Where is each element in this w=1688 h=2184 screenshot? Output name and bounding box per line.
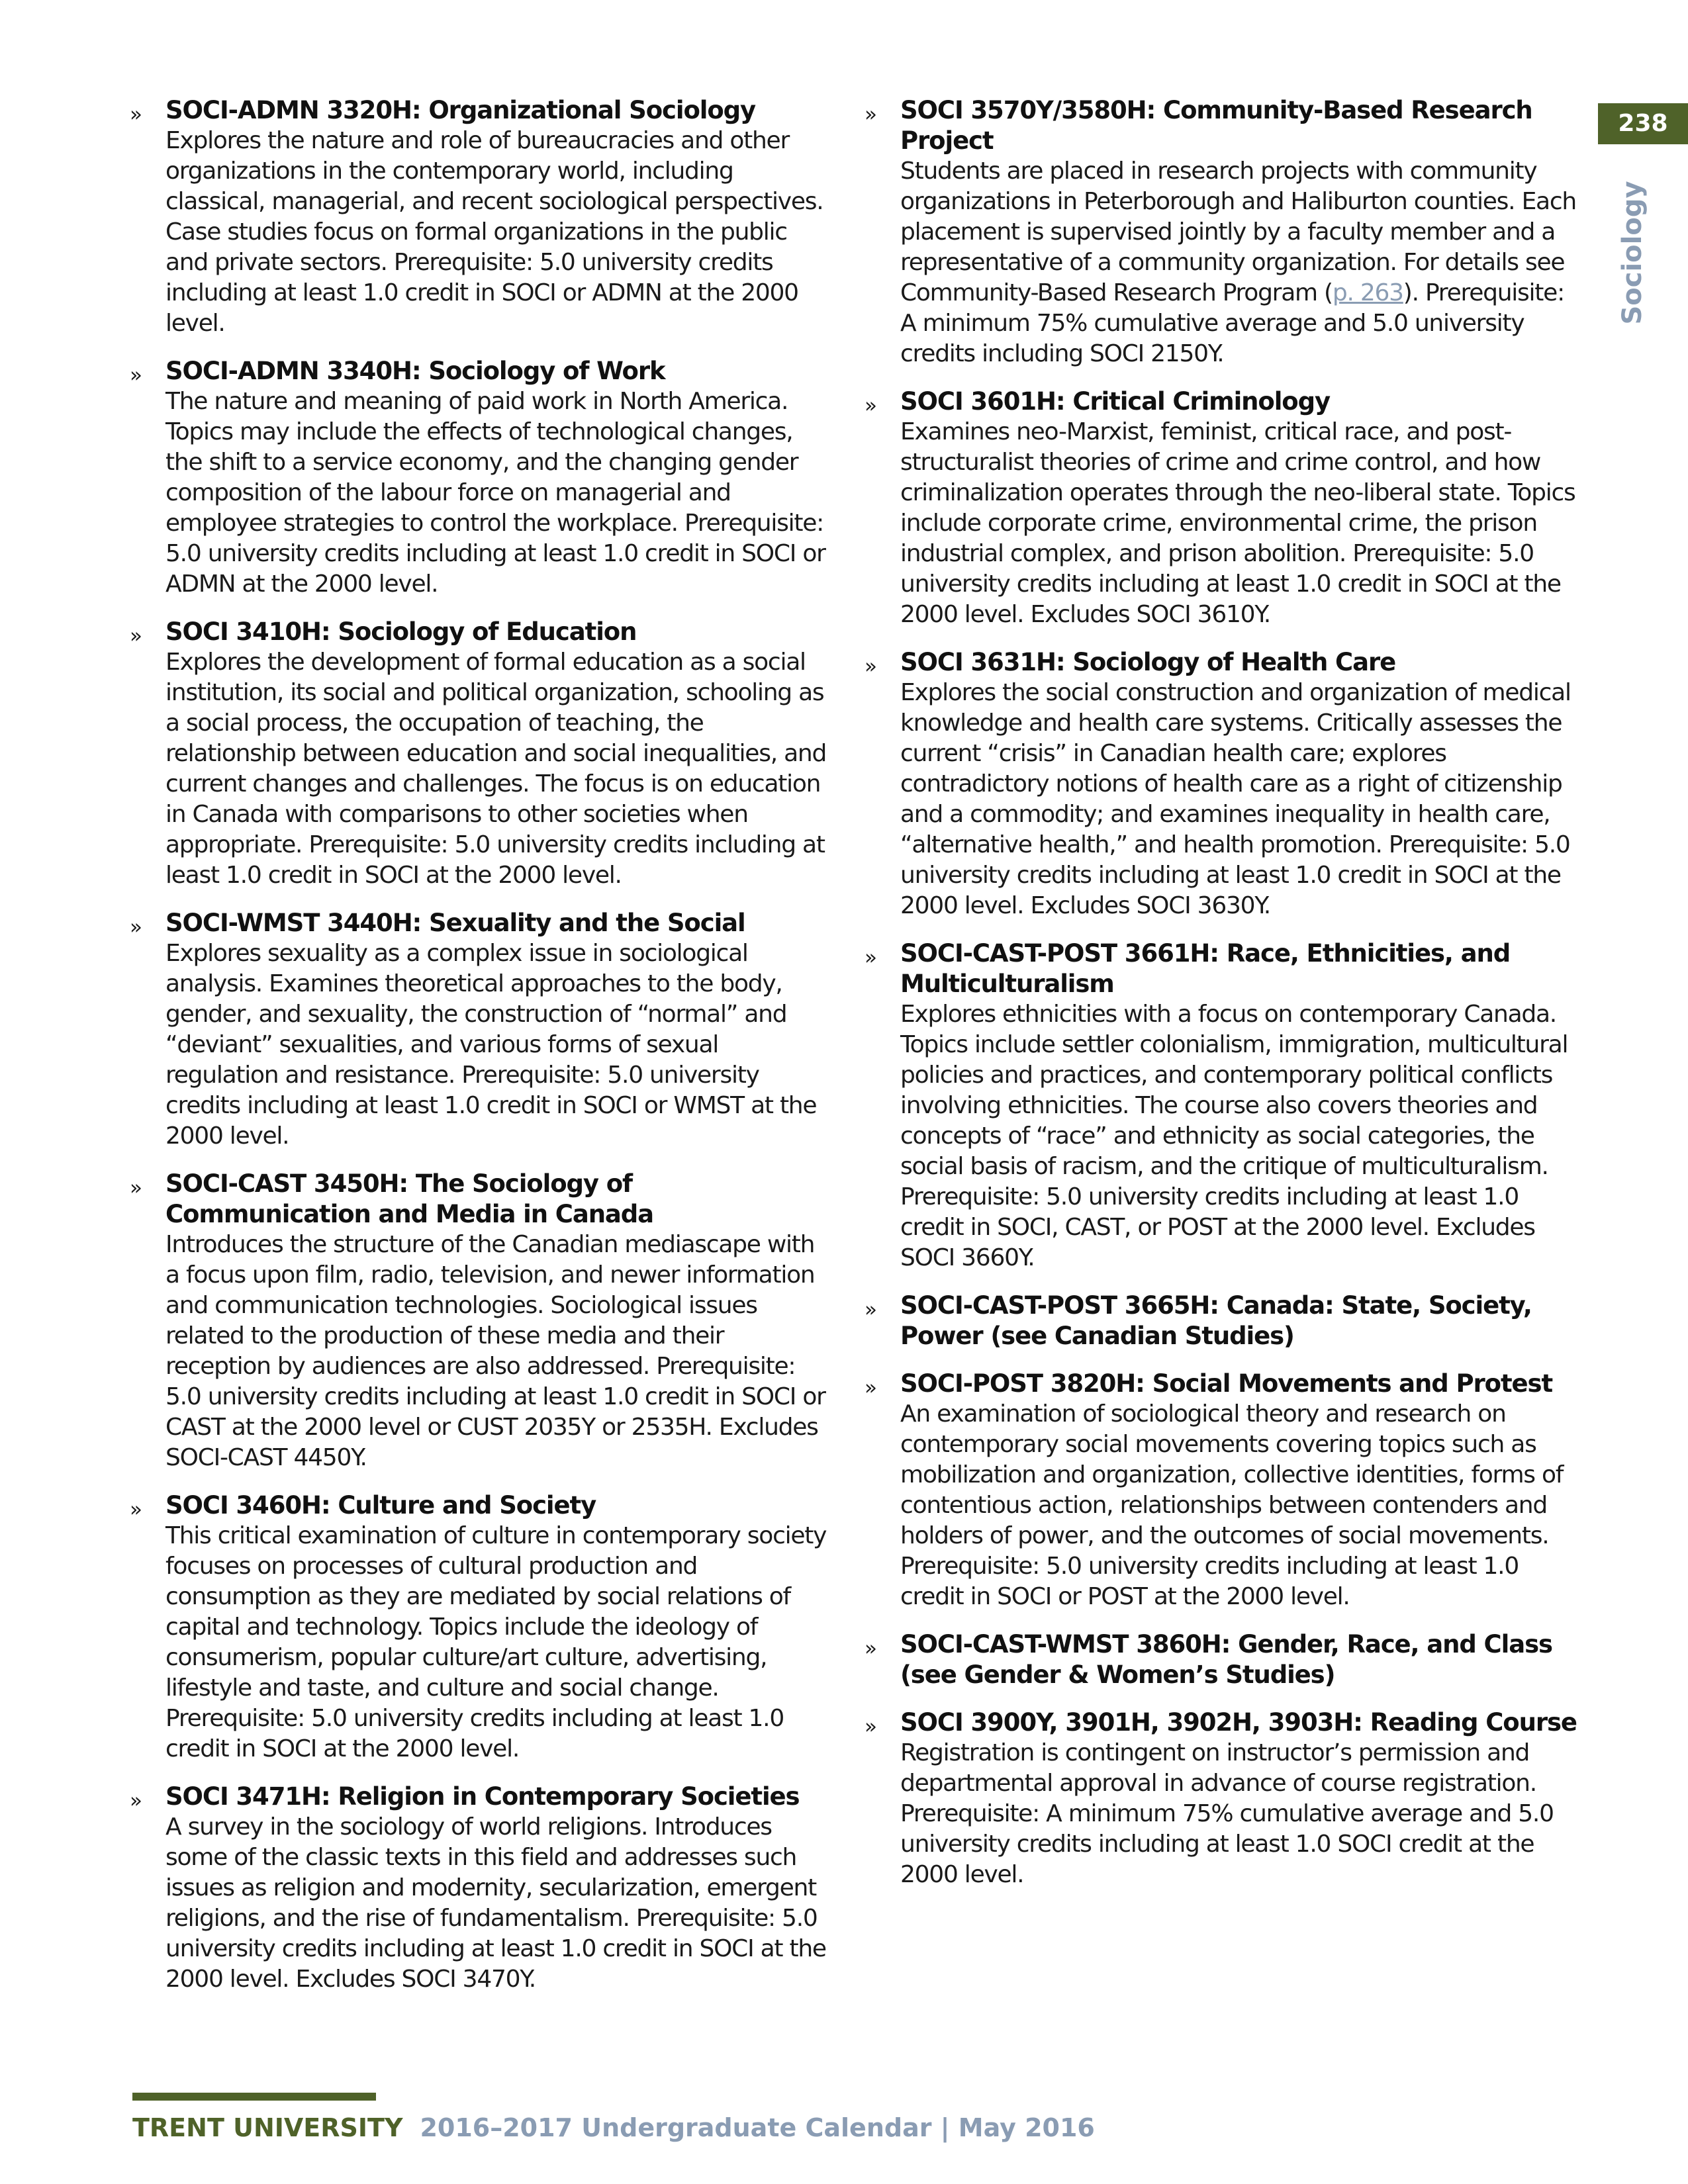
course-title: SOCI 3601H: Critical Criminology	[900, 387, 1331, 416]
bullet-icon: »	[865, 1298, 877, 1322]
course-title: SOCI 3631H: Sociology of Health Care	[900, 648, 1396, 676]
course-description: Registration is contingent on instructor’s permission and departmental approval in advance of course registration. Prerequisite: A minimum 75% cumulative average and 5.0 university credits including at least 1.0 SOCI credit at the 2000 level.	[900, 1739, 1554, 1888]
right-column	[865, 95, 1579, 1907]
course-entry-soci-wmst-3440h	[130, 908, 831, 1152]
course-description: An examination of sociological theory and research on contemporary social movements covering topics such as mobilization and organization, collective identities, forms of contentious action, relationships between contenders and holders of power, and the outcomes of social movements. Prerequisite: 5.0 university credits including at least 1.0 credit in SOCI or POST at the 2000 level.	[900, 1400, 1564, 1610]
course-entry-soci-cast-wmst-3860h	[865, 1629, 1579, 1690]
footer	[132, 2113, 1095, 2143]
description-text-after-link: ). Prerequisite: A minimum 75% cumulative average and 5.0 university credits including SOCI 2150Y.	[900, 279, 1564, 367]
course-title: SOCI-WMST 3440H: Sexuality and the Social	[165, 909, 745, 937]
course-title: SOCI-POST 3820H: Social Movements and Protest	[900, 1369, 1553, 1398]
course-entry-soci-3471h	[130, 1782, 831, 1995]
course-entry-soci-3570y	[865, 95, 1579, 369]
page-reference-link[interactable]: p. 263	[1332, 279, 1403, 306]
course-description: Introduces the structure of the Canadian mediascape with a focus upon film, radio, television, and newer information and communication technologies. Sociological issues related to the production of these media and their reception by audiences are also addressed. Prerequisite: 5.0 university credits including at least 1.0 credit in SOCI or CAST at the 2000 level or CUST 2035Y or 2535H. Excludes SOCI-CAST 4450Y.	[165, 1231, 825, 1471]
bullet-icon: »	[130, 103, 142, 126]
bullet-icon: »	[865, 103, 877, 126]
course-entry-soci-post-3820h	[865, 1369, 1579, 1612]
course-entry-soci-3900y	[865, 1707, 1579, 1890]
footer-university-name: TRENT UNIVERSITY	[132, 2113, 403, 2142]
footer-rule	[132, 2093, 376, 2101]
course-entry-soci-3460h	[130, 1490, 831, 1764]
bullet-icon: »	[865, 1715, 877, 1739]
course-description: The nature and meaning of paid work in North America. Topics may include the effects of technological changes, the shift to a service economy, and the changing gender composition of the labour force on managerial and employee strategies to control the workplace. Prerequisite: 5.0 university credits including at least 1.0 credit in SOCI or ADMN at the 2000 level.	[165, 388, 825, 598]
course-title: SOCI-CAST-POST 3665H: Canada: State, Society, Power (see Canadian Studies)	[900, 1291, 1532, 1350]
bullet-icon: »	[865, 1637, 877, 1661]
bullet-icon: »	[130, 1789, 142, 1813]
course-title: SOCI 3900Y, 3901H, 3902H, 3903H: Reading Course	[900, 1708, 1577, 1737]
page-number: 238	[1598, 103, 1688, 144]
course-description: Explores sexuality as a complex issue in sociological analysis. Examines theoretical approaches to the body, gender, and sexuality, the construction of “normal” and “deviant” sexualities, and various forms of sexual regulation and resistance. Prerequisite: 5.0 university credits including at least 1.0 credit in SOCI or WMST at the 2000 level.	[165, 940, 817, 1150]
left-column	[130, 95, 831, 2012]
bullet-icon: »	[865, 946, 877, 970]
course-description: Examines neo-Marxist, feminist, critical race, and post-structuralist theories of crime and crime control, and how criminalization operates through the neo-liberal state. Topics include corporate crime, environmental crime, the prison industrial complex, and prison abolition. Prerequisite: 5.0 university credits including at least 1.0 credit in SOCI at the 2000 level. Excludes SOCI 3610Y.	[900, 418, 1575, 628]
course-description: Explores the development of formal education as a social institution, its social and political organization, schooling as a social process, the occupation of teaching, the relationship between education and social inequalities, and current changes and challenges. The focus is on education in Canada with comparisons to other societies when appropriate. Prerequisite: 5.0 university credits including at least 1.0 credit in SOCI at the 2000 level.	[165, 649, 827, 889]
footer-calendar-title: 2016–2017 Undergraduate Calendar | May 2016	[420, 2113, 1095, 2142]
course-description: Explores ethnicities with a focus on contemporary Canada. Topics include settler colonialism, immigration, multicultural policies and practices, and contemporary political conflicts involving ethnicities. The course also covers theories and concepts of “race” and ethnicity as social categories, the social basis of racism, and the critique of multiculturalism. Prerequisite: 5.0 university credits including at least 1.0 credit in SOCI, CAST, or POST at the 2000 level. Excludes SOCI 3660Y.	[900, 1001, 1568, 1271]
bullet-icon: »	[130, 1498, 142, 1522]
course-description: This critical examination of culture in contemporary society focuses on processes of cultural production and consumption as they are mediated by social relations of capital and technology. Topics include the ideology of consumerism, popular culture/art culture, advertising, lifestyle and taste, and culture and social change. Prerequisite: 5.0 university credits including at least 1.0 credit in SOCI at the 2000 level.	[165, 1522, 827, 1762]
course-description	[900, 156, 1579, 369]
course-entry-soci-cast-post-3661h	[865, 938, 1579, 1273]
course-entry-soci-admn-3320h	[130, 95, 831, 339]
bullet-icon: »	[865, 394, 877, 418]
course-title: SOCI 3570Y/3580H: Community-Based Research Project	[900, 96, 1532, 155]
bullet-icon: »	[865, 1376, 877, 1400]
course-title: SOCI-CAST 3450H: The Sociology of Communication and Media in Canada	[165, 1169, 654, 1228]
course-entry-soci-cast-3450h	[130, 1169, 831, 1473]
course-description: Explores the nature and role of bureaucracies and other organizations in the contemporary world, including classical, managerial, and recent sociological perspectives. Case studies focus on formal organizations in the public and private sectors. Prerequisite: 5.0 university credits including at least 1.0 credit in SOCI or ADMN at the 2000 level.	[165, 127, 823, 337]
bullet-icon: »	[130, 624, 142, 648]
course-title: SOCI 3410H: Sociology of Education	[165, 617, 637, 646]
bullet-icon: »	[865, 655, 877, 678]
course-title: SOCI 3460H: Culture and Society	[165, 1491, 596, 1520]
course-description: Explores the social construction and organization of medical knowledge and health care systems. Critically assesses the current “crisis” in Canadian health care; explores contradictory notions of health care as a right of citizenship and a commodity; and examines inequality in health care, “alternative health,” and health promotion. Prerequisite: 5.0 university credits including at least 1.0 credit in SOCI at the 2000 level. Excludes SOCI 3630Y.	[900, 679, 1571, 919]
course-entry-soci-3601h	[865, 387, 1579, 630]
course-title: SOCI 3471H: Religion in Contemporary Societies	[165, 1782, 800, 1811]
course-entry-soci-3631h	[865, 647, 1579, 921]
course-title: SOCI-CAST-WMST 3860H: Gender, Race, and Class (see Gender & Women’s Studies)	[900, 1630, 1552, 1689]
course-description: A survey in the sociology of world religions. Introduces some of the classic texts in this field and addresses such issues as religion and modernity, secularization, emergent religions, and the rise of fundamentalism. Prerequisite: 5.0 university credits including at least 1.0 credit in SOCI at the 2000 level. Excludes SOCI 3470Y.	[165, 1813, 826, 1993]
course-title: SOCI-CAST-POST 3661H: Race, Ethnicities, and Multiculturalism	[900, 939, 1511, 998]
description-text-before-link: Students are placed in research projects with community organizations in Peterborough and Haliburton counties. Each placement is supervised jointly by a faculty member and a representative of a community organization. For details see Community-Based Research Program (	[900, 158, 1576, 306]
course-entry-soci-cast-post-3665h	[865, 1291, 1579, 1351]
course-entry-soci-admn-3340h	[130, 356, 831, 600]
course-title: SOCI-ADMN 3320H: Organizational Sociology	[165, 96, 756, 124]
course-entry-soci-3410h	[130, 617, 831, 891]
bullet-icon: »	[130, 1176, 142, 1200]
bullet-icon: »	[130, 915, 142, 939]
bullet-icon: »	[130, 363, 142, 387]
section-label: Sociology	[1617, 181, 1648, 325]
course-title: SOCI-ADMN 3340H: Sociology of Work	[165, 357, 665, 385]
